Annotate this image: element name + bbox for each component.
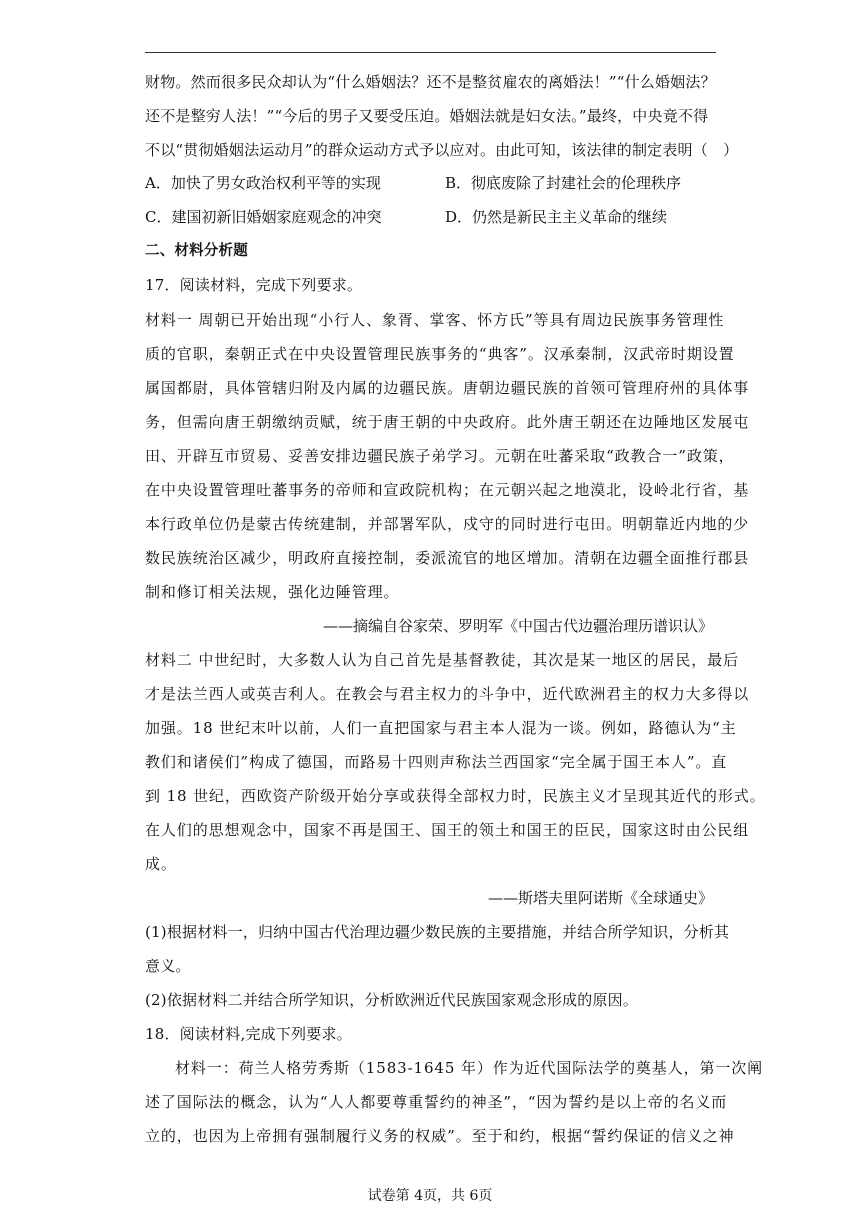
q17-material1-line: 质的官职，秦朝正式在中央设置管理民族事务的“典客”。汉承秦制，汉武帝时期设置: [145, 345, 735, 363]
q17-material1-line: 属国都尉，具体管辖归附及内属的边疆民族。唐朝边疆民族的首领可管理府州的具体事: [145, 379, 750, 397]
q16-line-3: 不以“贯彻婚姻法运动月”的群众运动方式予以应对。由此可知，该法律的制定表明（ ）: [145, 141, 739, 159]
q17-material2-source: ——斯塔夫里阿诺斯《全球通史》: [487, 889, 713, 907]
q17-material2-line: 到 18 世纪，西欧资产阶级开始分享或获得全部权力时，民族主义才呈现其近代的形式。: [145, 787, 766, 805]
q17-subquestion-1-cont: 意义。: [145, 957, 191, 975]
q16-option-a[interactable]: A．加快了男女政治权利平等的实现: [145, 174, 381, 192]
q16-line-2: 还不是整穷人法！”“今后的男子又要受压迫。婚姻法就是妇女法。”最终，中央竟不得: [145, 107, 709, 125]
q17-material1-line: 数民族统治区减少，明政府直接控制，委派流官的地区增加。清朝在边疆全面推行郡县: [145, 549, 750, 567]
q17-material2-line: 在人们的思想观念中，国家不再是国王、国王的领土和国王的臣民，国家这时由公民组: [145, 821, 750, 839]
q17-subquestion-2: (2)依据材料二并结合所学知识，分析欧洲近代民族国家观念形成的原因。: [145, 991, 639, 1009]
q17-subquestion-1: (1)根据材料一，归纳中国古代治理边疆少数民族的主要措施，并结合所学知识，分析其: [145, 923, 730, 941]
q16-line-1: 财物。然而很多民众却认为“什么婚姻法？还不是整贫雇农的离婚法！”“什么婚姻法？: [145, 73, 716, 91]
q17-stem: 17．阅读材料，完成下列要求。: [145, 276, 363, 294]
q17-material1-line: 材料一 周朝已开始出现“小行人、象胥、掌客、怀方氏”等具有周边民族事务管理性: [145, 311, 725, 329]
q17-material1-line: 在中央设置管理吐蕃事务的帝师和宣政院机构；在元朝兴起之地漠北，设岭北行省，基: [145, 481, 750, 499]
q18-material1-line: 材料一：荷兰人格劳秀斯（1583-1645 年）作为近代国际法学的奠基人，第一次阐: [175, 1059, 764, 1077]
q17-material2-line: 材料二 中世纪时，大多数人认为自己首先是基督教徒，其次是某一地区的居民，最后: [145, 651, 739, 669]
header-rule: [145, 52, 716, 53]
q17-material2-line: 加强。18 世纪末叶以前，人们一直把国家与君主本人混为一谈。例如，路德认为“主: [145, 719, 737, 737]
q18-material1-line: 述了国际法的概念，认为“人人都要尊重誓约的神圣”，“因为誓约是以上帝的名义而: [145, 1093, 728, 1111]
section-title: 二、材料分析题: [145, 243, 248, 259]
q17-material2-line: 教们和诸侯们”构成了德国，而路易十四则声称法兰西国家“完全属于国王本人”。直: [145, 753, 728, 771]
q17-material2-line: 成。: [145, 855, 177, 873]
q17-material2-line: 才是法兰西人或英吉利人。在教会与君主权力的斗争中，近代欧洲君主的权力大多得以: [145, 685, 750, 703]
q17-material1-line: 务，但需向唐王朝缴纳贡赋，统于唐王朝的中央政府。此外唐王朝还在边陲地区发展屯: [145, 413, 750, 431]
q16-option-d[interactable]: D．仍然是新民主主义革命的继续: [445, 208, 668, 226]
q17-material1-source: ——摘编自谷家荣、罗明军《中国古代边疆治理历谱识认》: [322, 617, 713, 635]
page-footer: 试卷第 4页，共 6页: [367, 1188, 493, 1204]
q16-option-c[interactable]: C．建国初新旧婚姻家庭观念的冲突: [145, 208, 382, 226]
q16-option-b[interactable]: B．彻底废除了封建社会的伦理秩序: [445, 174, 682, 192]
q17-material1-line: 田、开辟互市贸易、妥善安排边疆民族子弟学习。元朝在吐蕃采取“政教合一”政策，: [145, 447, 735, 465]
q17-material1-line: 本行政单位仍是蒙古传统建制，并部署军队，戍守的同时进行屯田。明朝靠近内地的少: [145, 515, 750, 533]
q18-stem: 18．阅读材料,完成下列要求。: [145, 1025, 352, 1043]
q18-material1-line: 立的，也因为上帝拥有强制履行义务的权威”。至于和约，根据“誓约保证的信义之神: [145, 1127, 735, 1145]
q17-material1-line: 制和修订相关法规，强化边陲管理。: [145, 583, 400, 601]
